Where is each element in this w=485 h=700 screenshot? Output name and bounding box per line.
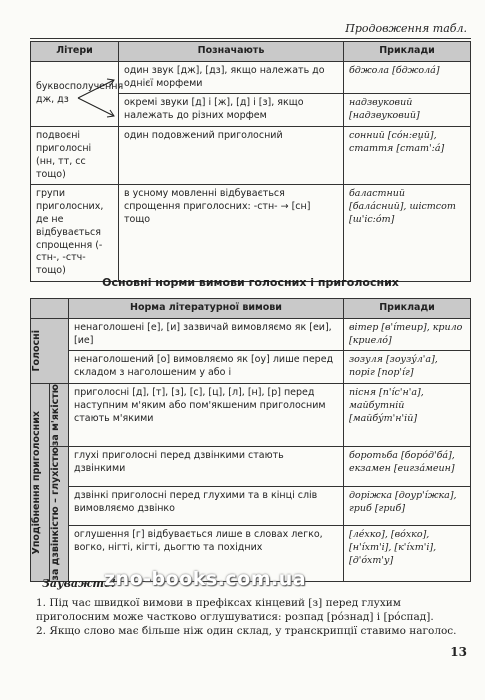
section-title: Основні норми вимови голосних і приголосних xyxy=(102,276,399,289)
example-cell: боротьба [боро́д'ба́], екзамен [еигза́меин] xyxy=(344,447,471,487)
page-number: 13 xyxy=(450,645,467,659)
example-cell: вітер [в'і́теир], крило [криело́] xyxy=(344,318,471,351)
example-cell: баластний [бала́сний], шістсот [ш'іс:о́т] xyxy=(344,185,471,282)
example-cell: сонний [со́н:еи̯й], стаття [стат':а́] xyxy=(344,127,471,185)
example-cell: доріжка [доур'і́жка], гриб [гриб] xyxy=(344,486,471,526)
meaning-cell: окремі звуки [д] і [ж], [д] і [з], якщо належать до різних морфем xyxy=(119,94,344,127)
col-header-norm: Норма літературної вимови xyxy=(69,299,344,319)
subgroup-voicing xyxy=(50,447,69,582)
col-header-letters: Літери xyxy=(31,42,119,62)
branch-arrows-icon xyxy=(76,76,116,120)
norm-cell: дзвінкі приголосні перед глухими та в кінці слів вимовляємо дзвінко xyxy=(69,486,344,526)
example-cell: бджола [бджола́] xyxy=(344,61,471,94)
meaning-cell: один звук [дж], [дз], якщо належать до однієї морфеми xyxy=(119,61,344,94)
norm-cell: оглушення [г] відбувається лише в словах легко, вогко, нігті, кігті, дьогтю та похідних xyxy=(69,526,344,581)
norm-cell: ненаголошений [о] вимовляємо як [оу] лише перед складом з наголошеним у або і xyxy=(69,351,344,384)
continuation-label: Продовження табл. xyxy=(345,22,467,35)
letter-group-label: буквосполучення дж, дз xyxy=(36,81,124,105)
example-cell: [ле́хко], [во́хко], [н'і́хт'і], [к'і́хт'і], [д'о́хт'у] xyxy=(344,526,471,581)
col-header-meaning: Позначають xyxy=(119,42,344,62)
subgroup-softness-label: за м'якістю xyxy=(50,384,61,447)
group-vowels-label: Голосні xyxy=(31,330,42,372)
header-rule xyxy=(30,38,471,39)
watermark: zno-books.com.ua xyxy=(104,568,307,590)
letter-cell: групи приголосних, де не відбувається спрощення (-стн-, -стч- тощо) xyxy=(31,185,119,282)
example-cell: зозуля [зоузу́л'а], поріг [пор'і́г] xyxy=(344,351,471,384)
note-item: 1. Під час швидкої вимови в префіксах кінцевий [з] перед глухим приголосним може частково оглушуватися: розпад [ро́знад] і [ро́спад]. xyxy=(36,597,434,624)
pronunciation-norms-table xyxy=(30,298,471,582)
col-header-examples: Приклади xyxy=(344,42,471,62)
norm-cell: глухі приголосні перед дзвінкими стають дзвінкими xyxy=(69,447,344,487)
col-header-examples: Приклади xyxy=(344,299,471,319)
subgroup-softness xyxy=(50,384,69,447)
subgroup-voicing-label: за дзвінкістю – глухістю xyxy=(50,447,61,581)
group-consonants-label: Уподібнення приголосних xyxy=(31,410,42,555)
meaning-cell: в усному мовленні відбувається спрощення приголосних: -стн- → [сн] тощо xyxy=(119,185,344,282)
corner-cell xyxy=(31,299,69,319)
example-cell: пісня [п'і́с'н'а], майбутній [майбу́т'н'ій] xyxy=(344,384,471,447)
letter-cell-dzh-dz xyxy=(31,61,124,126)
example-cell: надзвуковий [надзвуковий] xyxy=(344,94,471,127)
norm-cell: приголосні [д], [т], [з], [с], [ц], [л], [н], [р] перед наступним м'яким або пом'якшеним приголосним стають м'якими xyxy=(69,384,344,447)
group-vowels xyxy=(31,318,69,383)
group-consonants xyxy=(31,384,50,582)
norm-cell: ненаголошені [е], [и] зазвичай вимовляємо як [еи], [ие] xyxy=(69,318,344,351)
note-item: 2. Якщо слово має більше ніж один склад, у транскрипції ставимо наголос. xyxy=(36,625,457,637)
letters-table xyxy=(30,41,471,282)
notes-title: Зауважте! xyxy=(42,577,116,590)
meaning-cell: один подовжений приголосний xyxy=(119,127,344,185)
letter-cell: подвоєні приголосні (нн, тт, сс тощо) xyxy=(31,127,119,185)
